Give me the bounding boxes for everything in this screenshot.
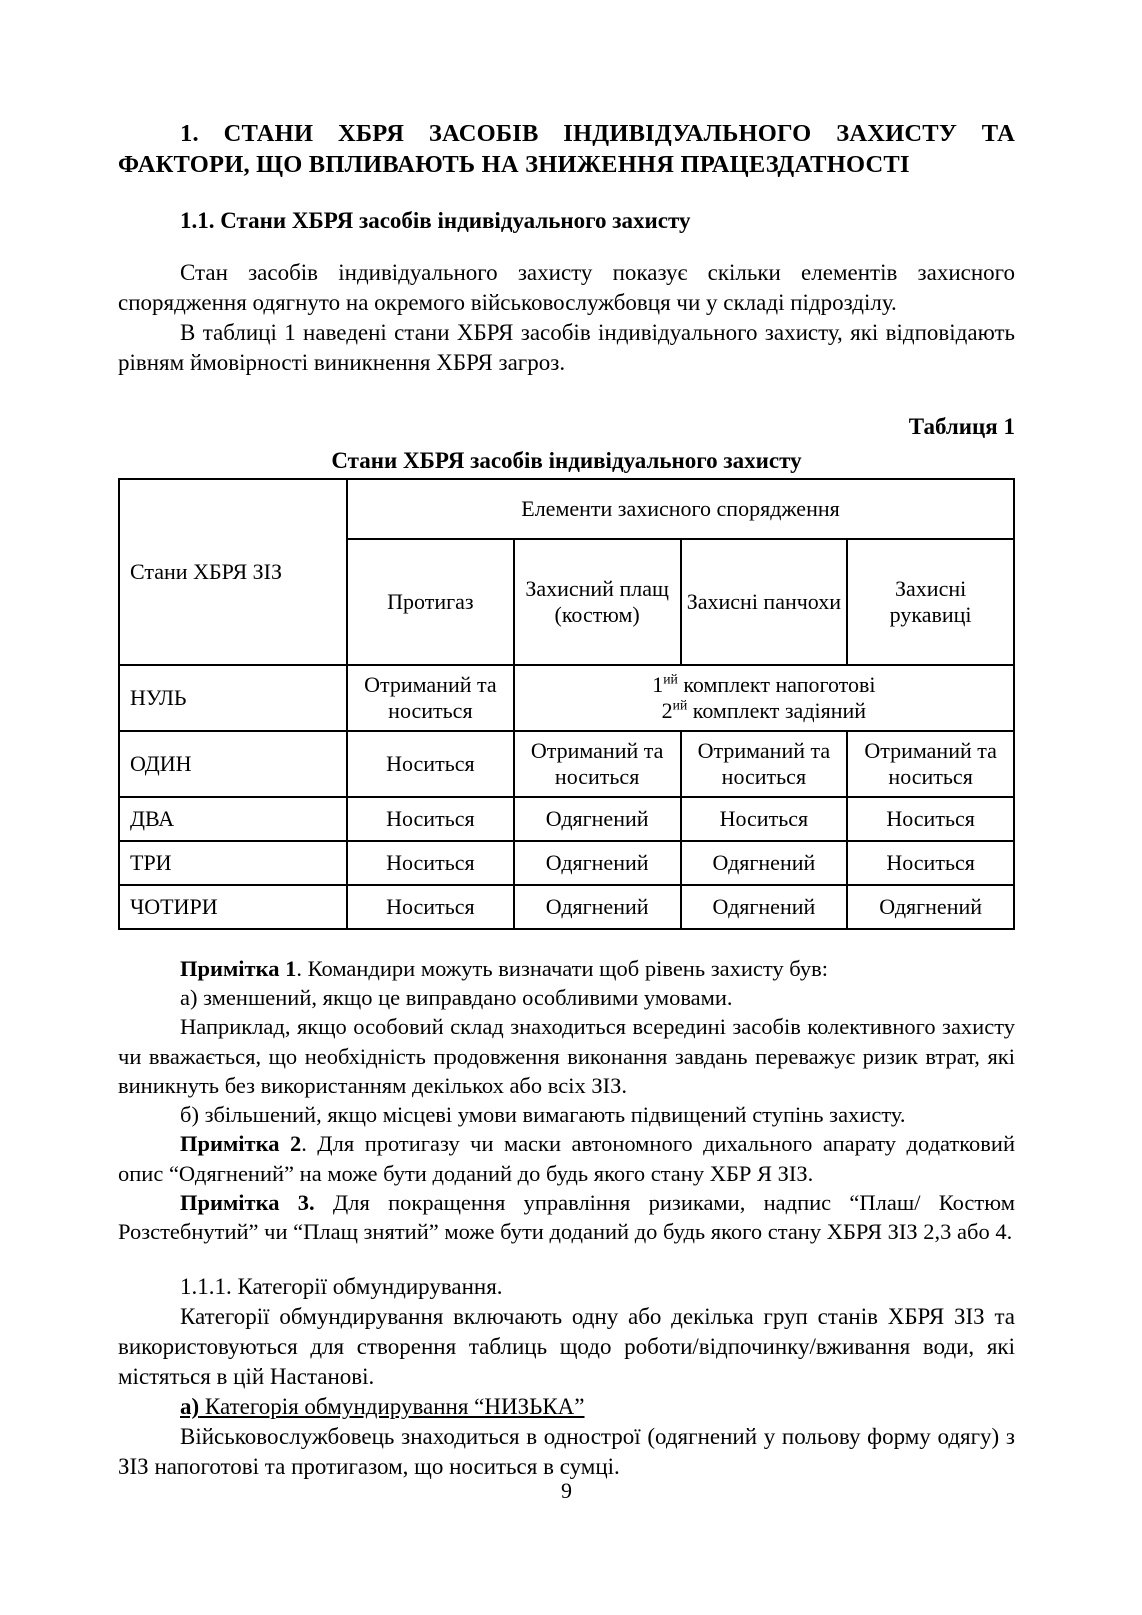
- table-col-header-gas-mask: Протигаз: [347, 539, 514, 665]
- note-1: [118, 954, 1015, 983]
- table-row: [119, 797, 1014, 841]
- kit-2-number: 2: [661, 697, 673, 723]
- kit-1-number: 1: [652, 671, 664, 697]
- item-a-text: Категорія обмундирування “НИЗЬКА”: [199, 1393, 585, 1419]
- table-cell-stockings: Носиться: [681, 797, 848, 841]
- merged-kit-line-2: [519, 698, 1009, 724]
- note-1-text: . Командири можуть визначати щоб рівень захисту був:: [296, 955, 829, 981]
- subsection-paragraph: Категорії обмундирування включають одну або декілька груп станів ХБРЯ ЗІЗ та використовуються для створення таблиць щодо роботи/відпочинку/вживання води, які містяться в цій Настанові.: [118, 1304, 1015, 1390]
- table-col-header-stockings: Захисні панчохи: [681, 539, 848, 665]
- table-cell-gas-mask: Носиться: [347, 841, 514, 885]
- table-cell-gloves: Носиться: [847, 841, 1014, 885]
- table-cell-gas-mask: Носиться: [347, 885, 514, 929]
- table-row-state: ОДИН: [119, 731, 347, 797]
- note-1-item-a: а) зменшений, якщо це виправдано особливими умовами.: [180, 985, 733, 1011]
- table-row-state: НУЛЬ: [119, 665, 347, 731]
- page-number: 9: [561, 1478, 572, 1503]
- table-row-state: ДВА: [119, 797, 347, 841]
- table-col-header-gloves: Захисні рукавиці: [847, 539, 1014, 665]
- item-a-marker: а): [180, 1393, 200, 1419]
- chapter-number: 1.: [180, 120, 199, 147]
- table-row: [119, 885, 1014, 929]
- states-table: [118, 478, 1015, 930]
- item-a-body: Військовослужбовець знаходиться в однострої (одягнений у польову форму одягу) з ЗІЗ напоготові та протигазом, що носиться в сумці.: [118, 1423, 1015, 1479]
- table-cell-cloak: Одягнений: [514, 885, 681, 929]
- table-group-header: Елементи захисного спорядження: [347, 479, 1014, 539]
- table-row-state: ТРИ: [119, 841, 347, 885]
- intro-paragraph-2: В таблиці 1 наведені стани ХБРЯ засобів індивідуального захисту, які відповідають рівням ймовірності виникнення ХБРЯ загроз.: [118, 320, 1015, 375]
- note-1-example: Наприклад, якщо особовий склад знаходиться всередині засобів колективного захисту чи вважається, що необхідність продовження виконання завдань переважує ризик втрат, які виникнуть без використанням декількох або всіх ЗІЗ.: [118, 1014, 1015, 1098]
- note-3-label: Примітка 3.: [180, 1189, 315, 1215]
- table-cell-gas-mask: Отриманий та носиться: [347, 665, 514, 731]
- table-cell-stockings: Отриманий та носиться: [681, 731, 848, 797]
- table-cell-gloves: Одягнений: [847, 885, 1014, 929]
- table-row: [119, 665, 1014, 731]
- document-page: [118, 0, 1015, 1615]
- table-cell-cloak: Одягнений: [514, 841, 681, 885]
- note-3: [118, 1188, 1015, 1247]
- intro-paragraph-1: Стан засобів індивідуального захисту показує скільки елементів захисного спорядження одягнуто на окремого військовослужбовця чи у складі підрозділу.: [118, 260, 1015, 316]
- table-corner-header: Стани ХБРЯ ЗІЗ: [119, 479, 347, 665]
- kit-2-suffix: ий: [672, 697, 688, 713]
- merged-kit-line-1: [519, 672, 1009, 698]
- note-2-text: . Для протигазу чи маски автономного дихального апарату додатковий опис “Одягнений” на може бути доданий до будь якого стану ХБР Я ЗІЗ.: [118, 1131, 1015, 1186]
- table-row: [119, 731, 1014, 797]
- kit-1-suffix: ий: [663, 671, 678, 687]
- note-2-label: Примітка 2: [180, 1131, 302, 1157]
- table-caption: Стани ХБРЯ засобів індивідуального захисту: [331, 447, 802, 473]
- table-col-header-cloak: Захисний плащ (костюм): [514, 539, 681, 665]
- chapter-title: [118, 0, 1015, 181]
- note-1-label: Примітка 1: [180, 955, 297, 981]
- table-cell-cloak: Отриманий та носиться: [514, 731, 681, 797]
- chapter-title-text: СТАНИ ХБРЯ ЗАСОБІВ ІНДИВІДУАЛЬНОГО ЗАХИСТУ ТА ФАКТОРИ, ЩО ВПЛИВАЮТЬ НА ЗНИЖЕННЯ ПРАЦЕЗДАТНОСТІ: [118, 120, 1016, 179]
- table-cell-stockings: Одягнений: [681, 841, 848, 885]
- table-cell-gloves: Носиться: [847, 797, 1014, 841]
- subsection-section: [118, 1246, 1015, 1481]
- note-1-item-b: б) збільшений, якщо місцеві умови вимагають підвищений ступінь захисту.: [180, 1102, 906, 1128]
- table-cell-gas-mask: Носиться: [347, 797, 514, 841]
- table-cell-gas-mask: Носиться: [347, 731, 514, 797]
- notes-section: [118, 930, 1015, 1247]
- section-title: 1.1. Стани ХБРЯ засобів індивідуального захисту: [180, 207, 691, 233]
- subsection-title: 1.1.1. Категорії обмундирування.: [180, 1274, 503, 1300]
- item-a-heading: [118, 1392, 1015, 1422]
- table-cell-stockings: Одягнений: [681, 885, 848, 929]
- table-number-label: Таблиця 1: [908, 413, 1015, 439]
- table-cell-merged-kits: [514, 665, 1014, 731]
- table-header-row-group: [119, 479, 1014, 539]
- table-row-state: ЧОТИРИ: [119, 885, 347, 929]
- table-row: [119, 841, 1014, 885]
- table-cell-cloak: Одягнений: [514, 797, 681, 841]
- note-2: [118, 1129, 1015, 1188]
- kit-2-text: комплект задіяний: [687, 697, 867, 723]
- table-cell-gloves: Отриманий та носиться: [847, 731, 1014, 797]
- note-3-text: Для покращення управління ризиками, надпис “Плаш/ Костюм Розстебнутий” чи “Плащ знятий” може бути доданий до будь якого стану ХБРЯ ЗІЗ 2,3 або 4.: [118, 1189, 1015, 1245]
- kit-1-text: комплект напоготові: [677, 671, 876, 697]
